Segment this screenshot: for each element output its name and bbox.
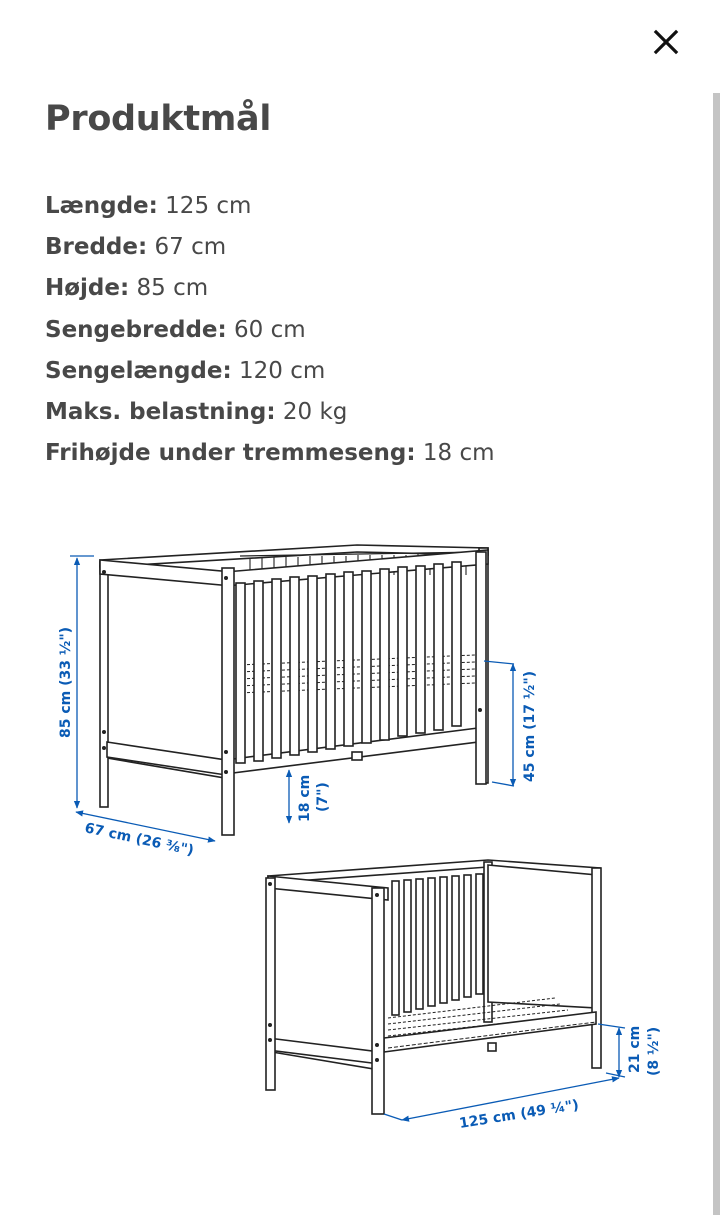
page-title: Produktmål — [45, 99, 272, 139]
close-button[interactable] — [646, 22, 686, 62]
product-dimension-illustration — [40, 520, 680, 1160]
spec-bed-length: Sengelængde: 120 cm — [45, 357, 326, 384]
close-icon — [653, 29, 679, 55]
junior-bed-drawing — [266, 860, 601, 1114]
crib-clearance-label: 18 cm — [297, 774, 313, 822]
crib-drawing — [100, 545, 488, 835]
spec-max-load: Maks. belastning: 20 kg — [45, 399, 348, 426]
spec-clearance: Frihøjde under tremmeseng: 18 cm — [45, 440, 495, 467]
crib-rail-height-label: 45 cm (17 ½") — [522, 670, 538, 782]
spec-length: Længde: 125 cm — [45, 193, 252, 219]
spec-bed-width: Sengebredde: 60 cm — [45, 316, 306, 343]
dimension-spec-list — [45, 186, 495, 474]
junior-bed-height-inch-label: (8 ½") — [646, 1026, 662, 1076]
crib-width-label: 67 cm (26 ⅜") — [83, 820, 196, 860]
crib-clearance-inch-label: (7") — [315, 782, 331, 812]
spec-width: Bredde: 67 cm — [45, 234, 227, 261]
junior-bed-length-label: 125 cm (49 ¼") — [458, 1097, 580, 1132]
scrollbar[interactable] — [713, 93, 720, 1215]
spec-height: Højde: 85 cm — [45, 275, 209, 302]
crib-height-label: 85 cm (33 ½") — [58, 626, 74, 738]
junior-bed-height-label: 21 cm — [627, 1025, 643, 1073]
